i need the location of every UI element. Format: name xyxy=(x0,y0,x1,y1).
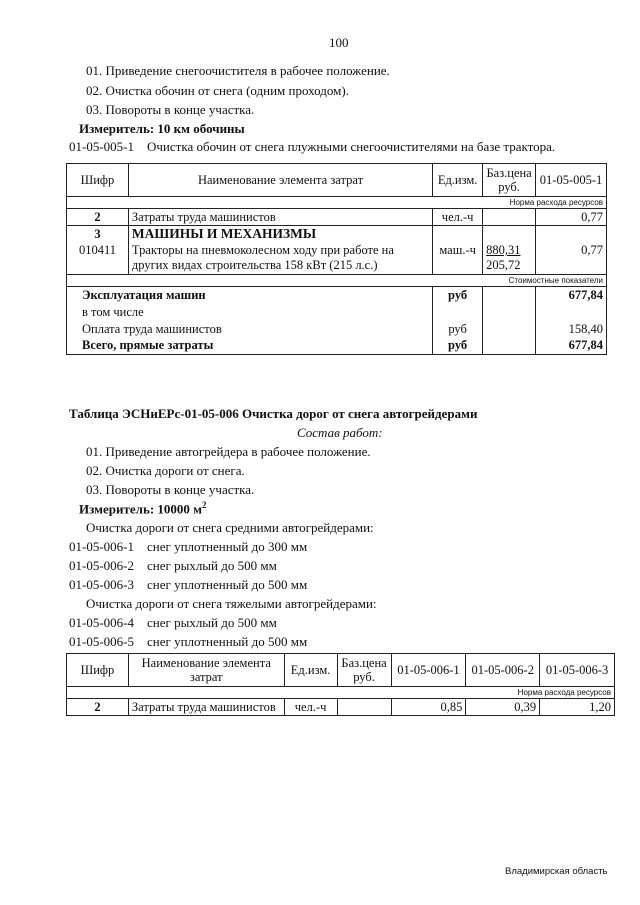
header-name: Наименование элемента затрат xyxy=(128,654,284,687)
cell-value: 0,77 xyxy=(536,209,607,226)
cost-unit xyxy=(433,304,483,321)
cell-value: 1,20 xyxy=(540,699,615,716)
header-item: 01-05-006-3 xyxy=(540,654,615,687)
item-code: 01-05-006-5 xyxy=(69,634,134,649)
work-item: 03. Повороты в конце участка. xyxy=(86,102,255,117)
cell-name: МАШИНЫ И МЕХАНИЗМЫ xyxy=(128,226,432,243)
header-price: Баз.цена руб. xyxy=(337,654,391,687)
cost-name: Оплата труда машинистов xyxy=(67,321,433,338)
work-item: 01. Приведение снегоочистителя в рабочее положение. xyxy=(86,63,390,78)
norm-label: Норма расхода ресурсов xyxy=(67,687,615,699)
cell-name xyxy=(128,243,432,275)
work-item: 02. Очистка обочин от снега (одним проходом). xyxy=(86,83,349,98)
norm-label: Норма расхода ресурсов xyxy=(67,197,607,209)
item-description: снег уплотненный до 500 мм xyxy=(147,634,308,649)
cost-value: 677,84 xyxy=(536,338,607,355)
measure-label: Измеритель: 10 км обочины xyxy=(79,121,245,136)
item-description: снег рыхлый до 500 мм xyxy=(147,615,277,630)
machine-name-line2: других видах строительства 158 кВт (215 л.с.) xyxy=(131,258,378,273)
cell-code: 3 xyxy=(67,226,129,243)
cell-code: 010411 xyxy=(67,243,129,275)
work-item: 01. Приведение автогрейдера в рабочее положение. xyxy=(86,444,371,459)
cell-name: Затраты труда машинистов xyxy=(128,699,284,716)
item-code: 01-05-006-1 xyxy=(69,539,134,554)
item-description: Очистка обочин от снега плужными снегоочистителями на базе трактора. xyxy=(147,139,556,154)
page-number: 100 xyxy=(329,35,349,50)
cell-code: 2 xyxy=(67,699,129,716)
resource-table-2 xyxy=(66,653,615,716)
cell-unit: чел.-ч xyxy=(433,209,483,226)
cost-name: в том числе xyxy=(67,304,433,321)
header-unit: Ед.изм. xyxy=(433,164,483,197)
header-unit: Ед.изм. xyxy=(284,654,337,687)
item-description: снег уплотненный до 500 мм xyxy=(147,577,308,592)
cost-name: Всего, прямые затраты xyxy=(67,338,433,355)
header-name: Наименование элемента затрат xyxy=(128,164,432,197)
price-line1: 880,31 xyxy=(486,243,521,258)
measure-label: Измеритель: 10000 $м^2$ xyxy=(79,500,207,517)
header-item: 01-05-005-1 xyxy=(536,164,607,197)
cost-unit: руб xyxy=(433,338,483,355)
header-code: Шифр xyxy=(67,164,129,197)
cell-price xyxy=(483,243,536,275)
cost-value: 677,84 xyxy=(536,287,607,304)
cell-name: Затраты труда машинистов xyxy=(128,209,432,226)
group-heading: Очистка дороги от снега тяжелыми автогрейдерами: xyxy=(86,596,377,611)
cell-value: 0,85 xyxy=(391,699,466,716)
header-code: Шифр xyxy=(67,654,129,687)
table-title: Таблица ЭСНиЕРс-01-05-006 Очистка дорог от снега автогрейдерами xyxy=(69,406,478,421)
cost-unit: руб xyxy=(433,287,483,304)
work-item: 02. Очистка дороги от снега. xyxy=(86,463,245,478)
group-heading: Очистка дороги от снега средними автогрейдерами: xyxy=(86,520,374,535)
item-code: 01-05-006-4 xyxy=(69,615,134,630)
cell-value: 0,77 xyxy=(536,243,607,275)
item-code: 01-05-006-3 xyxy=(69,577,134,592)
header-price: Баз.цена руб. xyxy=(483,164,536,197)
item-code: 01-05-005-1 xyxy=(69,139,134,154)
cost-value: 158,40 xyxy=(536,321,607,338)
cell-code: 2 xyxy=(67,209,129,226)
machine-name-line1: Тракторы на пневмоколесном ходу при работе на xyxy=(131,243,394,258)
composition-label: Состав работ: xyxy=(297,425,383,440)
price-line2: 205,72 xyxy=(486,258,521,273)
cost-value xyxy=(536,304,607,321)
item-description: снег рыхлый до 500 мм xyxy=(147,558,277,573)
cost-name: Эксплуатация машин xyxy=(67,287,433,304)
measure-superscript: 2 xyxy=(202,500,207,510)
cell-unit: маш.-ч xyxy=(433,243,483,275)
item-description: снег уплотненный до 300 мм xyxy=(147,539,308,554)
cell-price xyxy=(483,209,536,226)
item-code: 01-05-006-2 xyxy=(69,558,134,573)
header-item: 01-05-006-1 xyxy=(391,654,466,687)
cost-unit: руб xyxy=(433,321,483,338)
header-item: 01-05-006-2 xyxy=(466,654,540,687)
cell-unit: чел.-ч xyxy=(284,699,337,716)
work-item: 03. Повороты в конце участка. xyxy=(86,482,255,497)
cell-value: 0,39 xyxy=(466,699,540,716)
cost-label: Стоимостные показатели xyxy=(67,275,607,287)
cell-price xyxy=(337,699,391,716)
footer-region: Владимирская область xyxy=(505,866,608,877)
resource-table-1 xyxy=(66,163,607,355)
